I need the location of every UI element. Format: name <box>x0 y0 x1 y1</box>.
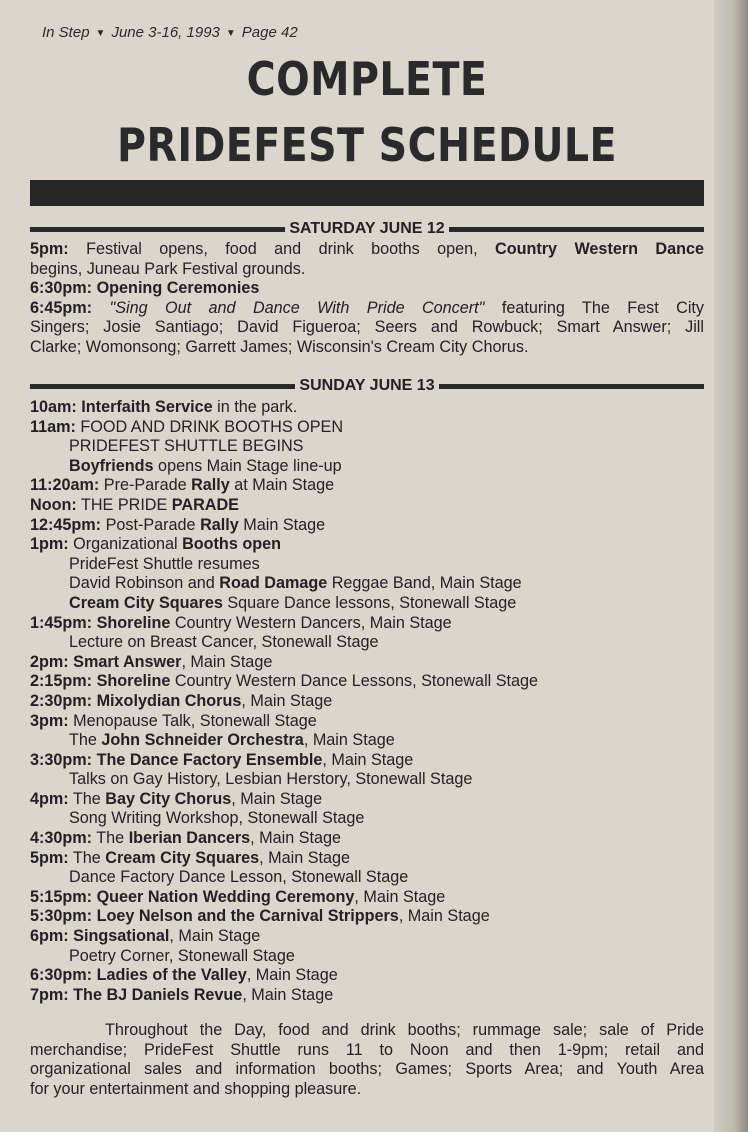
schedule-line <box>30 279 704 299</box>
schedule-line <box>30 868 704 888</box>
schedule-text: , Main Stage <box>354 887 446 906</box>
schedule-text: , Main Stage <box>322 750 414 769</box>
schedule-bold-text: 6:45pm: <box>30 298 93 317</box>
schedule-text: The <box>92 829 129 848</box>
schedule-line <box>30 555 704 575</box>
schedule-text: , Main Stage <box>246 966 338 985</box>
schedule-line <box>30 790 704 810</box>
schedule-bold-text: 3:30pm: The Dance Factory Ensemble <box>30 750 323 769</box>
schedule-line <box>30 653 704 673</box>
sunday-heading-label: SUNDAY JUNE 13 <box>299 377 435 394</box>
schedule-line <box>30 751 704 771</box>
schedule-text: , Main Stage <box>259 848 351 867</box>
saturday-heading-label: SATURDAY JUNE 12 <box>289 220 445 237</box>
closing-line: for your entertainment and shopping pleasure. <box>30 1079 362 1098</box>
schedule-line <box>30 437 704 457</box>
schedule-bold-text: 5:15pm: Queer Nation Wedding Ceremony <box>30 887 355 906</box>
schedule-bold-text: Road Damage <box>219 574 328 593</box>
schedule-text: Song Writing Workshop, Stonewall Stage <box>69 809 365 828</box>
sunday-heading <box>30 376 704 396</box>
schedule-text: Main Stage <box>238 515 326 534</box>
schedule-line <box>30 594 704 614</box>
schedule-line <box>30 692 704 712</box>
triangle-separator-icon: ▼ <box>225 28 236 39</box>
schedule-line <box>30 338 704 358</box>
schedule-text: Pre-Parade <box>99 476 192 495</box>
closing-line: Throughout the Day, food and drink booths; rummage sale; sale of Pride <box>105 1021 704 1039</box>
schedule-text: Singers; Josie Santiago; David Figueroa; Seers and Rowbuck; Smart Answer; Jill <box>30 318 704 337</box>
schedule-text: , Main Stage <box>303 731 395 750</box>
schedule-line <box>30 260 704 280</box>
schedule-bold-text: Noon: <box>30 495 77 514</box>
heading-rule-right <box>439 384 704 389</box>
schedule-bold-text: 11am: <box>30 417 76 436</box>
schedule-text: The <box>68 848 106 867</box>
schedule-line <box>30 299 704 319</box>
schedule-bold-text: PARADE <box>171 495 239 514</box>
heading-rule-left <box>30 227 285 232</box>
schedule-line <box>30 849 704 869</box>
schedule-text: , Main Stage <box>242 985 334 1004</box>
schedule-bold-text: 10am: Interfaith Service <box>30 398 213 416</box>
schedule-bold-text: Rally <box>191 476 230 495</box>
schedule-bold-text: 7pm: The BJ Daniels Revue <box>30 985 243 1004</box>
schedule-bold-text: Iberian Dancers <box>128 829 251 848</box>
schedule-bold-text: 4pm: <box>30 789 69 808</box>
schedule-bold-text: Country Western Dance <box>495 240 705 258</box>
schedule-line <box>30 614 704 634</box>
page-number: Page 42 <box>241 24 298 41</box>
schedule-text: Country Western Dancers, Main Stage <box>170 613 452 632</box>
schedule-line <box>30 947 704 967</box>
schedule-line <box>30 496 704 516</box>
schedule-text: The <box>68 789 106 808</box>
schedule-text: Lecture on Breast Cancer, Stonewall Stage <box>69 633 379 652</box>
schedule-text: featuring The Fest City <box>484 298 705 317</box>
schedule-line <box>30 888 704 908</box>
closing-line: merchandise; PrideFest Shuttle runs 11 to Noon and then 1-9pm; retail and <box>30 1040 704 1059</box>
schedule-text: Post-Parade <box>101 515 201 534</box>
schedule-bold-text: John Schneider Orchestra <box>101 731 304 750</box>
schedule-text: Organizational <box>68 535 183 554</box>
title-line-2: PRIDEFEST SCHEDULE <box>117 118 617 172</box>
schedule-bold-text: Cream City Squares <box>69 593 223 612</box>
schedule-text: , Main Stage <box>181 652 273 671</box>
schedule-line <box>30 672 704 692</box>
schedule-text: , Main Stage <box>398 907 490 926</box>
triangle-separator-icon: ▼ <box>95 28 106 39</box>
schedule-text: Clarke; Womonsong; Garrett James; Wisconsin's Cream City Chorus. <box>30 337 529 356</box>
schedule-bold-text: 2:30pm: Mixolydian Chorus <box>30 691 242 710</box>
saturday-heading <box>30 219 704 239</box>
schedule-text: Square Dance lessons, Stonewall Stage <box>222 593 517 612</box>
schedule-text: Festival opens, food and drink booths open, <box>68 240 495 258</box>
title-line-1: COMPLETE <box>246 52 488 106</box>
schedule-line <box>30 418 704 438</box>
schedule-text: PRIDEFEST SHUTTLE BEGINS <box>69 437 304 456</box>
schedule-line <box>30 986 704 1006</box>
heading-rule-right <box>449 227 704 232</box>
schedule-line <box>30 633 704 653</box>
schedule-bold-text: 6:30pm: Opening Ceremonies <box>30 279 260 298</box>
schedule-bold-text: Booths open <box>182 535 281 554</box>
title-bar-divider <box>30 180 704 206</box>
schedule-bold-text: Cream City Squares <box>105 848 260 867</box>
schedule-bold-text: Boyfriends <box>69 456 154 475</box>
saturday-schedule <box>30 240 704 358</box>
schedule-text: at Main Stage <box>229 476 335 495</box>
schedule-line <box>30 731 704 751</box>
schedule-text: Talks on Gay History, Lesbian Herstory, Stonewall Stage <box>69 770 473 789</box>
schedule-text: opens Main Stage line-up <box>153 456 342 475</box>
schedule-bold-text: 12:45pm: <box>30 515 102 534</box>
schedule-bold-text: 2:15pm: Shoreline <box>30 672 171 691</box>
schedule-text: David Robinson and <box>69 574 220 593</box>
schedule-text: FOOD AND DRINK BOOTHS OPEN <box>75 417 344 436</box>
schedule-text: PrideFest Shuttle resumes <box>69 554 260 573</box>
schedule-line <box>30 829 704 849</box>
schedule-line <box>30 516 704 536</box>
schedule-text: Dance Factory Dance Lesson, Stonewall Stage <box>69 868 409 887</box>
schedule-text: Menopause Talk, Stonewall Stage <box>68 711 317 730</box>
schedule-bold-text: Bay City Chorus <box>105 789 232 808</box>
schedule-line <box>30 318 704 338</box>
schedule-text: THE PRIDE <box>76 495 172 514</box>
adjacent-page-edge <box>714 0 748 1132</box>
schedule-text: , Main Stage <box>169 927 261 946</box>
schedule-line <box>30 476 704 496</box>
schedule-bold-text: 1pm: <box>30 535 69 554</box>
schedule-bold-text: 2pm: Smart Answer <box>30 652 182 671</box>
schedule-line <box>30 457 704 477</box>
schedule-text: in the park. <box>212 398 298 416</box>
sunday-schedule <box>30 398 704 1005</box>
schedule-bold-text: 4:30pm: <box>30 829 93 848</box>
schedule-line <box>30 927 704 947</box>
schedule-bold-text: 6:30pm: Ladies of the Valley <box>30 966 247 985</box>
schedule-line <box>30 535 704 555</box>
schedule-text: , Main Stage <box>231 789 323 808</box>
issue-dates: June 3-16, 1993 <box>111 24 220 41</box>
schedule-bold-text: 1:45pm: Shoreline <box>30 613 171 632</box>
schedule-text: , Main Stage <box>241 691 333 710</box>
schedule-bold-text: Rally <box>200 515 239 534</box>
schedule-text: begins, Juneau Park Festival grounds. <box>30 259 306 278</box>
page-header <box>42 24 298 41</box>
schedule-bold-text: 5:30pm: Loey Nelson and the Carnival Strippers <box>30 907 399 926</box>
schedule-bold-text: 11:20am: <box>30 476 100 495</box>
closing-paragraph <box>30 1021 704 1099</box>
closing-line: organizational sales and information booths; Games; Sports Area; and Youth Area <box>30 1060 704 1079</box>
schedule-text: Country Western Dance Lessons, Stonewall Stage <box>170 672 539 691</box>
schedule-text: The <box>69 731 102 750</box>
schedule-line <box>30 907 704 927</box>
publication-name: In Step <box>42 24 90 41</box>
heading-rule-left <box>30 384 295 389</box>
schedule-line <box>30 770 704 790</box>
schedule-line <box>30 966 704 986</box>
schedule-text: , Main Stage <box>250 829 342 848</box>
schedule-line <box>30 398 704 418</box>
schedule-text: "Sing Out and Dance With Pride Concert" <box>92 298 485 317</box>
schedule-line <box>30 712 704 732</box>
schedule-bold-text: 6pm: Singsational <box>30 927 170 946</box>
schedule-bold-text: 3pm: <box>30 711 69 730</box>
schedule-bold-text: 5pm: <box>30 848 69 867</box>
schedule-text: Poetry Corner, Stonewall Stage <box>69 946 295 965</box>
schedule-bold-text: 5pm: <box>30 240 69 258</box>
schedule-line <box>30 809 704 829</box>
schedule-text: Reggae Band, Main Stage <box>327 574 522 593</box>
schedule-line <box>30 574 704 594</box>
schedule-line <box>30 240 704 260</box>
